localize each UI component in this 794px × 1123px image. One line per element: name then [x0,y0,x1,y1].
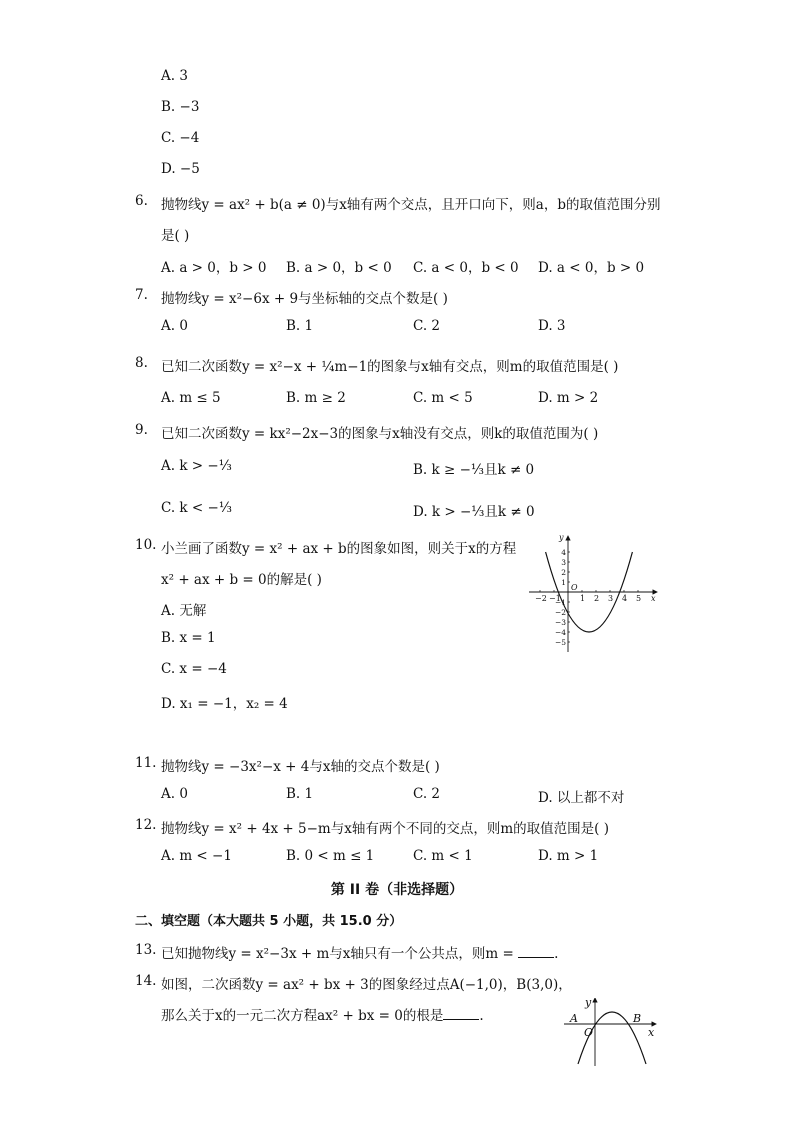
q13-text-before: 已知抛物线y = x²−3x + m与x轴只有一个公共点，则m = [161,946,519,962]
q10-x-label: x [651,594,656,603]
q6-option-b: B. a > 0，b < 0 [286,260,392,276]
q9-option-c: C. k < −⅓ [161,500,232,516]
q6-text-line1: 抛物线y = ax² + b(a ≠ 0)与x轴有两个交点，且开口向下，则a，b的取值范围分别 [161,197,661,213]
q11-option-c: C. 2 [413,786,441,802]
q8-number: 8. [135,355,148,371]
q10-y-tick: −1 [554,598,566,607]
q5-option-b: B. −3 [161,99,200,115]
q14-answer-blank[interactable] [443,1007,479,1020]
section2-title: 二、填空题（本大题共 5 小题，共 15.0 分） [135,914,403,929]
q6-option-c: C. a < 0，b < 0 [413,260,519,276]
q8-option-b: B. m ≥ 2 [286,390,346,406]
q10-x-tick: −1 [549,594,561,603]
q12-option-d: D. m > 1 [538,848,599,864]
q14-origin-label: O [584,1026,594,1039]
q10-x-tick: 4 [622,594,628,603]
q5-option-c: C. −4 [161,130,200,146]
q10-y-tick: 3 [561,558,566,567]
q6-option-d: D. a < 0，b > 0 [538,260,645,276]
q14-parabola-graph [560,998,665,1068]
q10-y-tick: 4 [561,548,566,557]
q5-option-d: D. −5 [161,161,200,177]
q9-option-b: B. k ≥ −⅓且k ≠ 0 [413,462,535,478]
q10-x-tick: 3 [608,594,614,603]
q9-option-a: A. k > −⅓ [161,458,232,474]
q14-point-a-label: A [570,1012,578,1025]
q14-number: 14. [135,973,157,989]
q10-x-tick: 1 [580,594,586,603]
q14-text-line1: 如图，二次函数y = ax² + bx + 3的图象经过点A(−1,0)，B(3,0)， [161,977,572,993]
q6-option-a: A. a > 0，b > 0 [161,260,267,276]
q11-option-b: B. 1 [286,786,314,802]
q6-text-line2: 是( ) [161,228,190,244]
q10-number: 10. [135,537,157,553]
q12-option-a: A. m < −1 [161,848,232,864]
q10-y-tick: −2 [554,608,566,617]
part2-title: 第 II 卷（非选择题） [330,882,464,898]
q8-option-a: A. m ≤ 5 [161,390,221,406]
q14-text-line2 [161,1004,484,1024]
q10-option-c: C. x = −4 [161,661,227,677]
q7-text: 抛物线y = x²−6x + 9与坐标轴的交点个数是( ) [161,291,448,307]
q12-text: 抛物线y = x² + 4x + 5−m与x轴有两个不同的交点，则m的取值范围是( ) [161,821,609,837]
q10-text-line1: 小兰画了函数y = x² + ax + b的图象如图，则关于x的方程 [161,541,517,557]
q10-y-tick: −5 [554,638,566,647]
q10-option-d: D. x₁ = −1，x₂ = 4 [161,696,288,712]
q10-option-a: A. 无解 [161,603,207,619]
q6-number: 6. [135,193,148,209]
q7-number: 7. [135,287,148,303]
q13-text-after: . [554,946,559,962]
q12-option-b: B. 0 < m ≤ 1 [286,848,375,864]
q7-option-b: B. 1 [286,318,314,334]
q10-y-tick: 2 [561,568,566,577]
q7-option-a: A. 0 [161,318,188,334]
q14-x-label: x [648,1026,655,1039]
q9-option-d: D. k > −⅓且k ≠ 0 [413,504,535,520]
q8-option-d: D. m > 2 [538,390,599,406]
q10-text-line2: x² + ax + b = 0的解是( ) [161,572,322,588]
q10-option-b: B. x = 1 [161,630,216,646]
q13-text [161,942,558,962]
q9-text: 已知二次函数y = kx²−2x−3的图象与x轴没有交点，则k的取值范围为( ) [161,426,599,442]
q13-answer-blank[interactable] [518,945,554,958]
q10-y-tick: −4 [554,628,566,637]
q8-text: 已知二次函数y = x²−x + ¼m−1的图象与x轴有交点，则m的取值范围是( ) [161,359,619,375]
q14-text-before: 那么关于x的一元二次方程ax² + bx = 0的根是 [161,1008,444,1024]
q14-point-b-label: B [633,1012,642,1025]
q7-option-c: C. 2 [413,318,441,334]
q11-option-a: A. 0 [161,786,188,802]
q11-number: 11. [135,755,157,771]
q11-text: 抛物线y = −3x²−x + 4与x轴的交点个数是( ) [161,759,440,775]
q7-option-d: D. 3 [538,318,566,334]
q11-option-d: D. 以上都不对 [538,790,625,806]
q12-option-c: C. m < 1 [413,848,473,864]
q10-x-tick: 2 [594,594,600,603]
q10-origin-label: O [571,583,578,592]
q14-y-label: y [585,998,592,1009]
q10-y-tick: 1 [561,578,566,587]
q8-option-c: C. m < 5 [413,390,473,406]
q10-y-tick: −3 [554,618,566,627]
q5-option-a: A. 3 [161,68,188,84]
q10-parabola-graph [525,530,665,655]
q9-number: 9. [135,422,148,438]
q10-y-label: y [559,533,564,542]
q13-number: 13. [135,942,157,958]
q14-text-after: . [479,1008,484,1024]
q10-x-tick: −2 [535,594,547,603]
q12-number: 12. [135,817,157,833]
q10-x-tick: 5 [636,594,642,603]
